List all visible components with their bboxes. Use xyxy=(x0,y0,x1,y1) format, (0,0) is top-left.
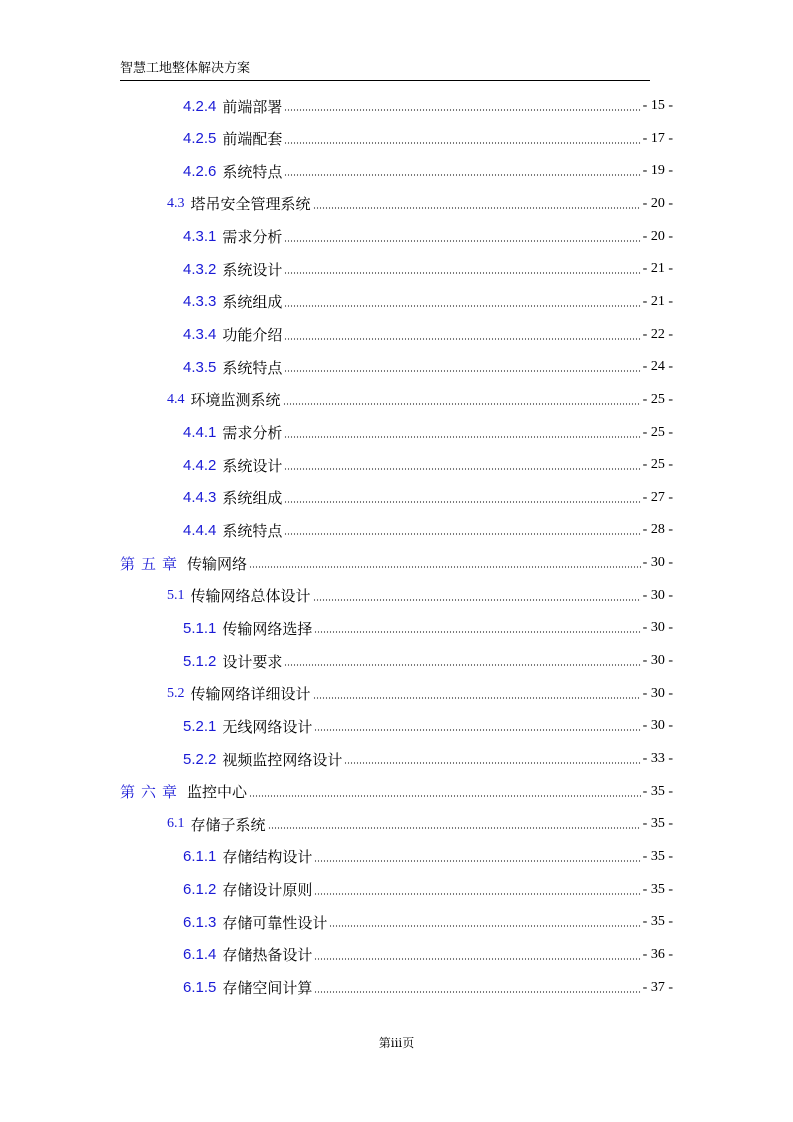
toc-entry[interactable] xyxy=(183,128,673,150)
toc-entry[interactable] xyxy=(183,291,673,313)
toc-dot-leader xyxy=(313,207,641,209)
toc-dot-leader xyxy=(314,631,640,633)
toc-entry[interactable] xyxy=(183,422,673,444)
toc-dot-leader xyxy=(314,958,640,960)
toc-entry-title: 存储结构设计 xyxy=(222,848,313,867)
toc-entry-number: 4.4.4 xyxy=(183,521,217,539)
toc-entry-page: - 35 - xyxy=(642,783,673,799)
toc-entry[interactable] xyxy=(183,95,673,117)
toc-entry[interactable] xyxy=(183,911,673,933)
toc-entry-number: 4.2.6 xyxy=(183,162,217,180)
toc-entry[interactable] xyxy=(167,813,673,835)
toc-entry-title: 视频监控网络设计 xyxy=(222,750,343,769)
page-footer: 第iii页 xyxy=(378,1036,415,1050)
toc-entry-title: 系统组成 xyxy=(222,489,283,508)
toc-entry-number: 4.2.4 xyxy=(183,97,217,115)
toc-entry[interactable] xyxy=(183,977,673,999)
toc-entry-page: - 36 - xyxy=(642,946,673,962)
toc-entry-page: - 25 - xyxy=(642,391,673,407)
toc-entry-title: 环境监测系统 xyxy=(190,391,281,410)
toc-dot-leader xyxy=(284,338,640,340)
toc-dot-leader xyxy=(284,142,640,144)
toc-entry[interactable] xyxy=(183,617,673,639)
toc-dot-leader xyxy=(268,827,641,829)
toc-entry-number: 5.2.1 xyxy=(183,717,217,735)
toc-entry-number: 6.1.1 xyxy=(183,848,217,866)
toc-dot-leader xyxy=(314,860,640,862)
toc-entry-title: 无线网络设计 xyxy=(222,717,313,736)
toc-dot-leader xyxy=(249,566,641,568)
toc-entry-number: 5.2.2 xyxy=(183,750,217,768)
toc-entry-number: 6.1.4 xyxy=(183,946,217,964)
toc-entry[interactable] xyxy=(120,781,673,803)
toc-entry-title: 系统设计 xyxy=(222,260,283,279)
toc-entry-page: - 35 - xyxy=(642,881,673,897)
toc-entry-page: - 35 - xyxy=(642,914,673,930)
toc-entry[interactable] xyxy=(183,944,673,966)
toc-entry-page: - 35 - xyxy=(642,816,673,832)
toc-dot-leader xyxy=(314,991,640,993)
toc-entry-page: - 15 - xyxy=(642,98,673,113)
toc-entry-page: - 37 - xyxy=(642,979,673,995)
toc-entry-page: - 22 - xyxy=(642,326,673,342)
toc-entry-page: - 30 - xyxy=(642,620,673,636)
toc-dot-leader xyxy=(314,893,640,895)
toc-dot-leader xyxy=(284,305,640,307)
toc-entry-number: 4.4.2 xyxy=(183,456,217,474)
toc-entry-title: 系统组成 xyxy=(222,293,283,312)
header-rule xyxy=(120,80,650,81)
toc-dot-leader xyxy=(314,729,640,731)
toc-entry[interactable] xyxy=(183,258,673,280)
toc-dot-leader xyxy=(284,468,640,470)
toc-entry[interactable] xyxy=(183,454,673,476)
toc-entry-page: - 21 - xyxy=(642,293,673,309)
toc-entry-title: 传输网络总体设计 xyxy=(190,587,311,606)
toc-entry-title: 系统特点 xyxy=(222,358,283,377)
toc-dot-leader xyxy=(329,925,640,927)
toc-entry-page: - 35 - xyxy=(642,848,673,864)
toc-entry-page: - 30 - xyxy=(642,718,673,734)
toc-entry[interactable] xyxy=(183,160,673,182)
toc-entry-title: 功能介绍 xyxy=(222,326,283,345)
toc-dot-leader xyxy=(284,533,640,535)
toc-entry-number: 5.1 xyxy=(167,587,185,603)
toc-entry[interactable] xyxy=(183,226,673,248)
toc-entry-title: 系统特点 xyxy=(222,521,283,540)
toc-entry-title: 系统特点 xyxy=(222,162,283,181)
toc-entry[interactable] xyxy=(183,356,673,378)
toc-dot-leader xyxy=(284,664,640,666)
toc-entry-number: 6.1.5 xyxy=(183,979,217,997)
toc-entry-title: 传输网络 xyxy=(187,554,248,573)
toc-dot-leader xyxy=(284,370,640,372)
toc-entry-page: - 25 - xyxy=(642,457,673,473)
toc-entry-number: 5.2 xyxy=(167,685,185,701)
toc-entry-number: 6.1 xyxy=(167,816,185,832)
toc-entry-number: 5.1.2 xyxy=(183,652,217,670)
toc-entry-number: 4.4 xyxy=(167,391,185,407)
toc-entry-number: 4.3.2 xyxy=(183,260,217,278)
toc-entry-number: 4.4.1 xyxy=(183,424,217,441)
toc-dot-leader xyxy=(284,109,640,111)
toc-entry-number: 4.3.5 xyxy=(183,358,217,376)
toc-entry-page: - 21 - xyxy=(642,261,673,277)
toc-entry[interactable] xyxy=(120,552,673,574)
running-header-title: 智慧工地整体解决方案 xyxy=(120,61,251,76)
toc-entry[interactable] xyxy=(183,650,673,672)
toc-entry-title: 存储热备设计 xyxy=(222,946,313,965)
toc-entry-number: 4.3.3 xyxy=(183,293,217,311)
toc-dot-leader xyxy=(344,762,640,764)
toc-entry-title: 前端部署 xyxy=(222,97,283,116)
toc-dot-leader xyxy=(283,403,641,405)
toc-entry-title: 存储可靠性设计 xyxy=(222,913,328,932)
toc-entry[interactable] xyxy=(183,519,673,541)
toc-entry[interactable] xyxy=(167,389,673,411)
toc-dot-leader xyxy=(284,240,640,242)
toc-dot-leader xyxy=(249,795,641,797)
toc-entry[interactable] xyxy=(183,748,673,770)
toc-entry-title: 传输网络详细设计 xyxy=(190,685,311,704)
toc-entry[interactable] xyxy=(167,193,673,215)
toc-entry-title: 存储设计原则 xyxy=(222,881,313,900)
toc-entry-page: - 27 - xyxy=(642,489,673,505)
toc-entry-page: - 33 - xyxy=(642,751,673,766)
toc-entry-page: - 17 - xyxy=(642,130,673,146)
toc-dot-leader xyxy=(284,174,640,176)
toc-entry-title: 存储子系统 xyxy=(190,815,266,834)
toc-entry-number: 5.1.1 xyxy=(183,619,217,637)
toc-entry-title: 需求分析 xyxy=(222,424,283,442)
toc-entry-title: 需求分析 xyxy=(222,228,283,247)
toc-entry-page: - 30 - xyxy=(642,555,673,571)
toc-dot-leader xyxy=(313,697,641,699)
toc-dot-leader xyxy=(284,272,640,274)
toc-entry-page: - 20 - xyxy=(642,228,673,244)
toc-entry-page: - 30 - xyxy=(642,653,673,669)
toc-entry[interactable] xyxy=(183,879,673,901)
toc-entry-number: 4.2.5 xyxy=(183,130,217,148)
toc-entry-title: 设计要求 xyxy=(222,652,283,671)
toc-entry[interactable] xyxy=(183,324,673,346)
toc-entry-page: - 25 - xyxy=(642,424,673,440)
toc-entry-page: - 30 - xyxy=(642,685,673,701)
toc-entry-page: - 20 - xyxy=(642,195,673,211)
toc-entry-page: - 28 - xyxy=(642,522,673,538)
toc-entry-number: 4.4.3 xyxy=(183,489,217,507)
toc-entry-page: - 30 - xyxy=(642,587,673,603)
toc-entry-title: 存储空间计算 xyxy=(222,979,313,998)
toc-entry[interactable] xyxy=(167,683,673,705)
toc-entry-number: 4.3.1 xyxy=(183,228,217,246)
toc-entry-number: 6.1.3 xyxy=(183,913,217,931)
toc-entry-number: 4.3.4 xyxy=(183,326,217,344)
toc-entry-title: 塔吊安全管理系统 xyxy=(190,195,311,214)
toc-entry-page: - 24 - xyxy=(642,359,673,375)
toc-entry-page: - 19 - xyxy=(642,163,673,179)
toc-dot-leader xyxy=(313,599,641,601)
toc-entry-title: 系统设计 xyxy=(222,456,283,475)
toc-entry[interactable] xyxy=(167,585,673,607)
toc-entry-number: 4.3 xyxy=(167,195,185,211)
toc-entry-number: 第五章 xyxy=(120,556,184,573)
toc-entry-title: 监控中心 xyxy=(187,783,248,802)
toc-dot-leader xyxy=(284,501,640,503)
toc-entry[interactable] xyxy=(183,715,673,737)
toc-entry[interactable] xyxy=(183,846,673,868)
toc-entry-title: 前端配套 xyxy=(222,130,283,149)
toc-entry-title: 传输网络选择 xyxy=(222,619,313,638)
toc-dot-leader xyxy=(284,436,640,438)
toc-entry-number: 第六章 xyxy=(120,785,184,802)
toc-entry-number: 6.1.2 xyxy=(183,881,217,899)
toc-entry[interactable] xyxy=(183,487,673,509)
